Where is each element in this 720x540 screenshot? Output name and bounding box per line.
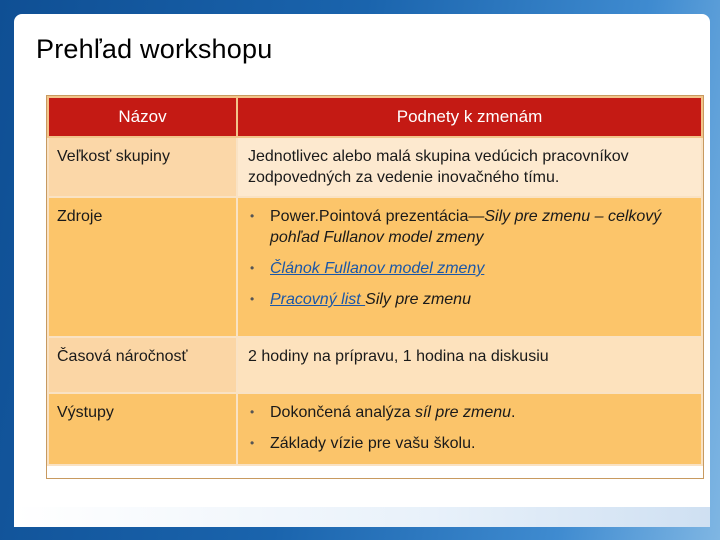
slide-title: Prehľad workshopu — [36, 34, 273, 64]
worksheet-link[interactable] — [270, 291, 365, 308]
output-vision: Základy vízie pre vašu školu. — [270, 435, 476, 452]
row-label-resources: Zdroje — [48, 197, 237, 337]
header-name: Názov — [48, 97, 237, 137]
row-label-outputs: Výstupy — [48, 393, 237, 465]
table-header-row — [48, 97, 702, 137]
article-link-text: Článok Fullanov model zmeny — [270, 260, 485, 277]
worksheet-title: Sily pre zmenu — [365, 291, 471, 308]
output-analysis-end: . — [511, 404, 516, 421]
outputs-list — [248, 402, 693, 454]
header-change-drivers: Podnety k zmenám — [237, 97, 702, 137]
list-item — [248, 258, 693, 279]
bullet-icon: • — [250, 261, 255, 275]
list-item — [248, 206, 693, 248]
output-analysis-title: síl pre zmenu — [414, 404, 512, 421]
bullet-icon: • — [250, 405, 255, 419]
output-analysis: Dokončená analýza — [270, 404, 415, 421]
workshop-overview-table — [47, 96, 703, 466]
bullet-icon: • — [250, 209, 255, 223]
table-row-outputs — [48, 393, 702, 465]
row-label-time: Časová náročnosť — [48, 337, 237, 393]
list-item — [248, 402, 693, 423]
row-value-resources — [237, 197, 702, 337]
resource-presentation: Power.Pointová prezentácia— — [270, 208, 485, 225]
list-item — [248, 433, 693, 454]
bullet-icon: • — [250, 292, 255, 306]
table-row-group-size — [48, 137, 702, 197]
list-item — [248, 289, 693, 310]
resource-presentation-title: Sily pre zmenu – celkový pohľad Fullanov model zmeny — [270, 208, 662, 246]
row-value-outputs — [237, 393, 702, 465]
bullet-icon: • — [250, 436, 255, 450]
article-link[interactable] — [270, 260, 484, 277]
slide — [14, 14, 710, 527]
row-value-time: 2 hodiny na prípravu, 1 hodina na diskusiu — [237, 337, 702, 393]
worksheet-link-text: Pracovný list — [270, 291, 366, 308]
table-row-resources — [48, 197, 702, 337]
row-value-group-size: Jednotlivec alebo malá skupina vedúcich pracovníkov zodpovedných za vedenie inovačného tímu. — [237, 137, 702, 197]
row-label-group-size: Veľkosť skupiny — [48, 137, 237, 197]
resources-list — [248, 206, 693, 310]
table-row-time — [48, 337, 702, 393]
